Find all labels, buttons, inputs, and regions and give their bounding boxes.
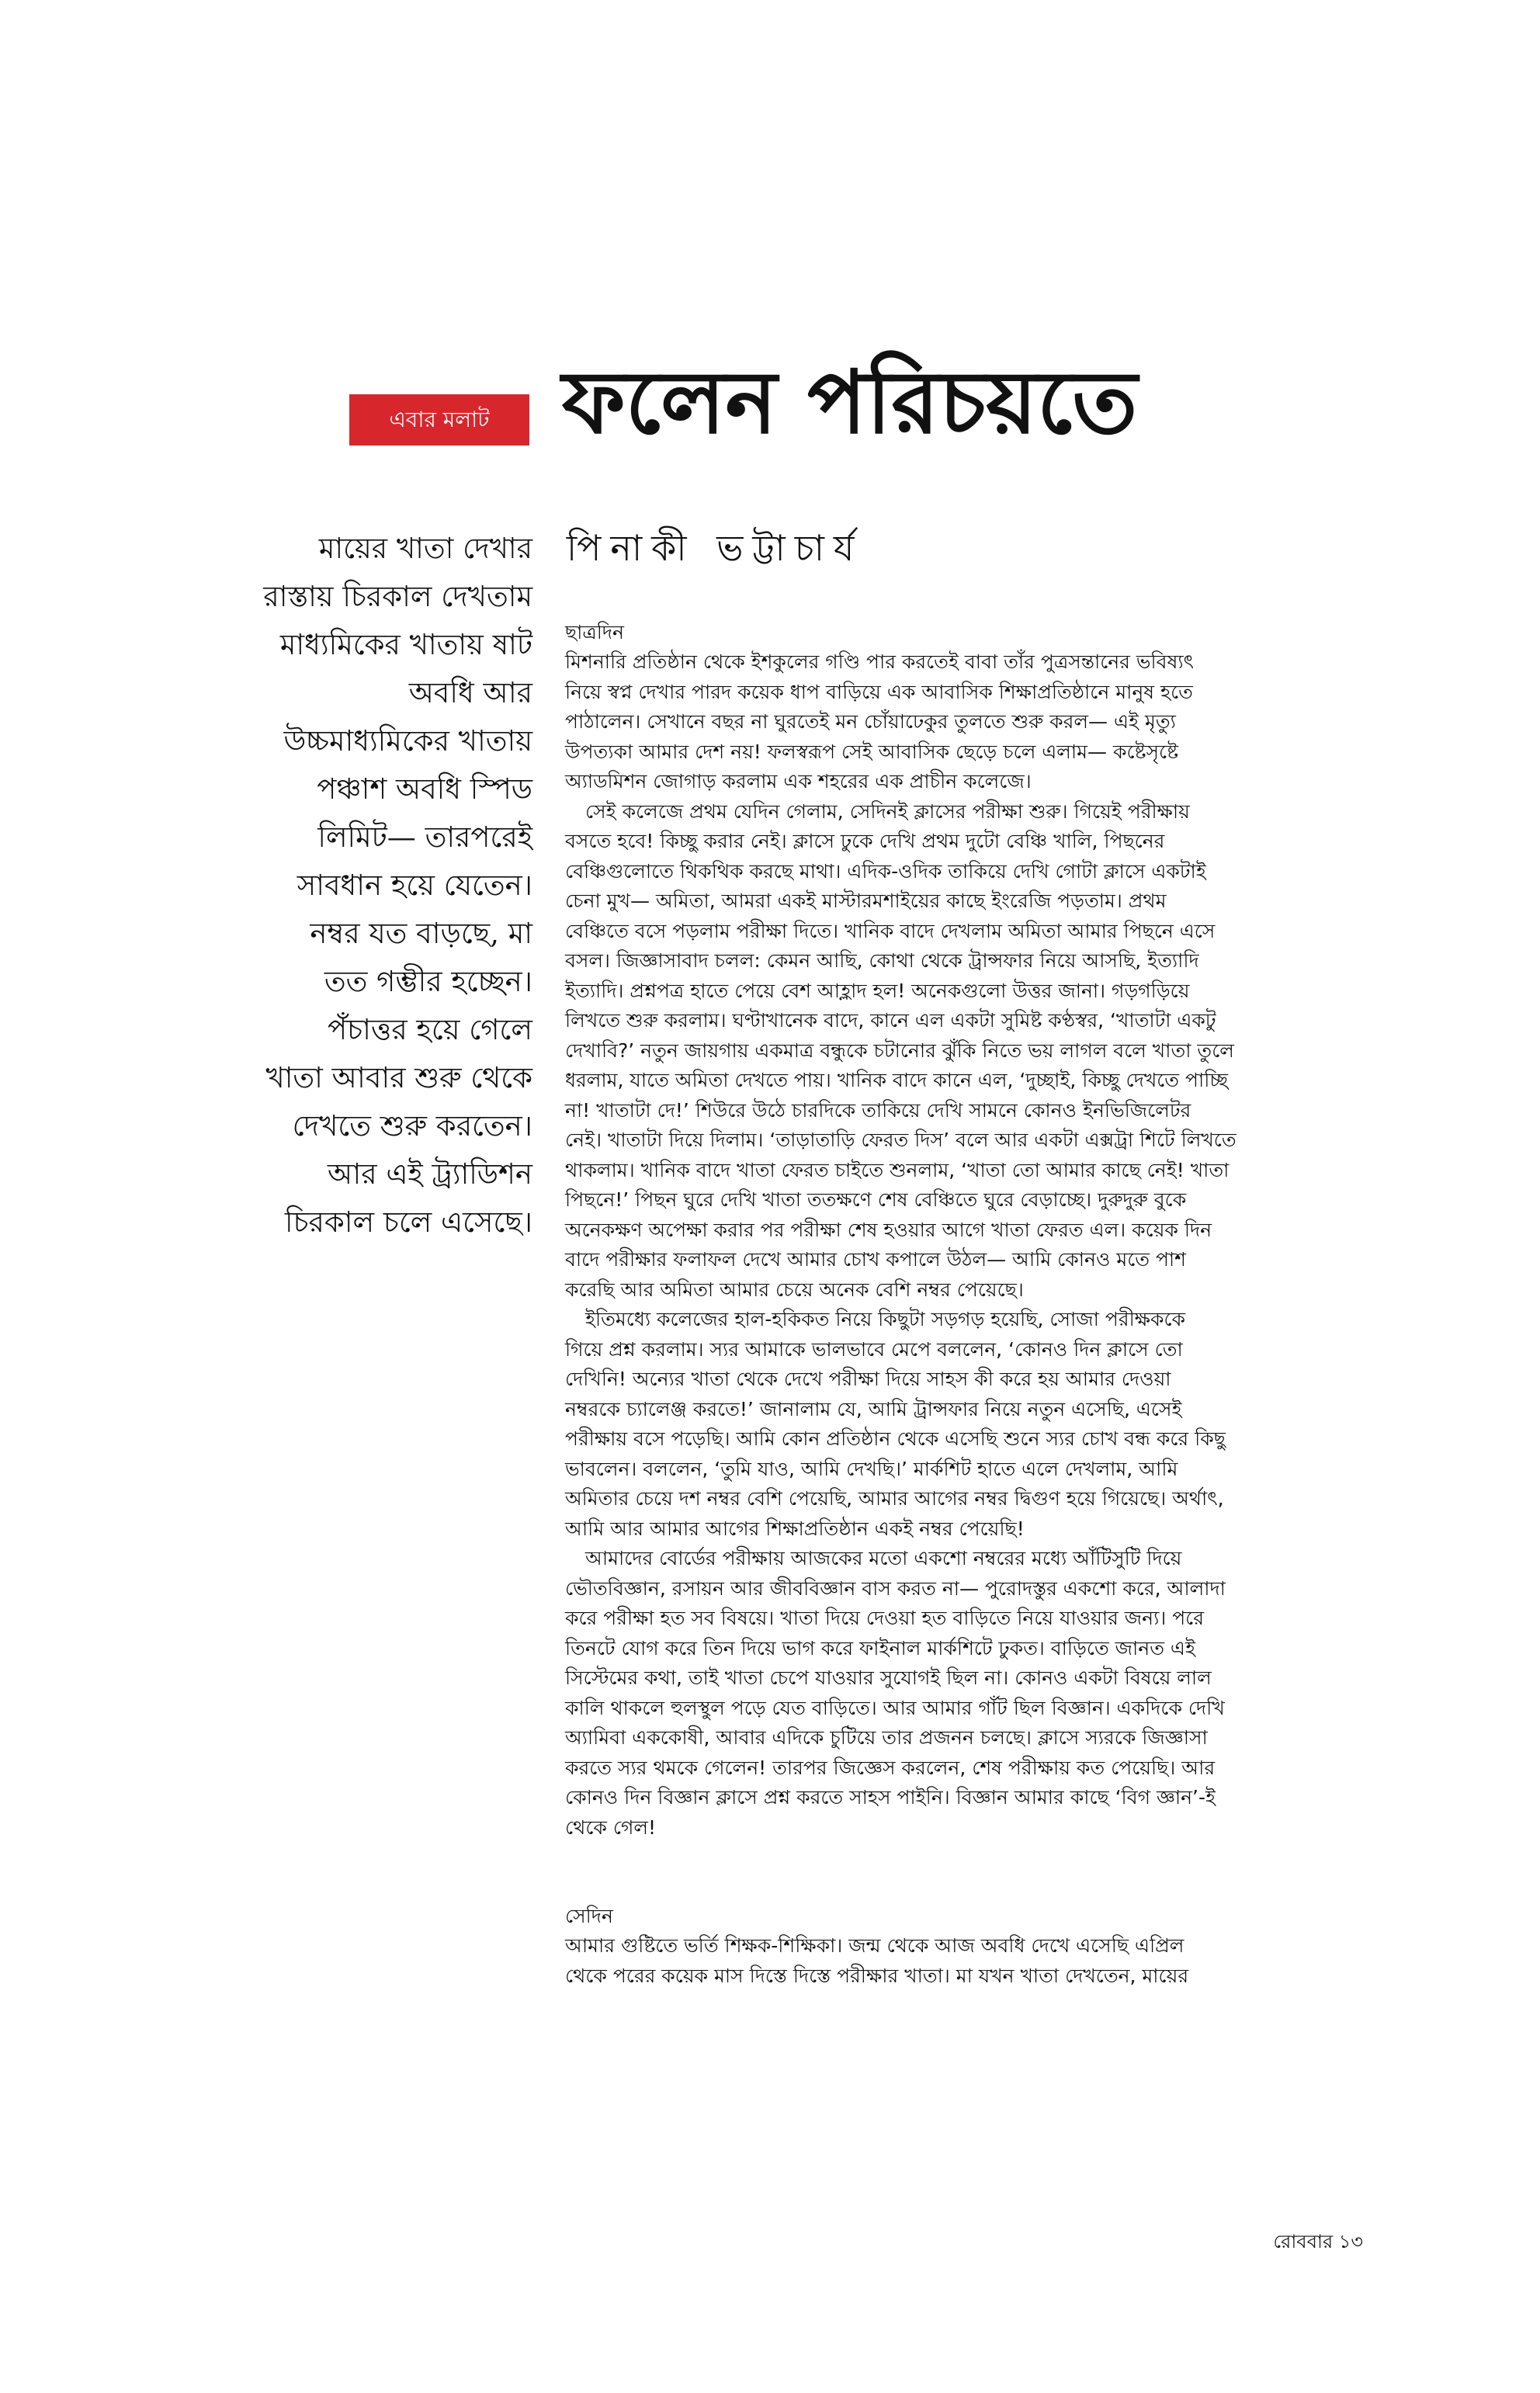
paragraph [565,797,1388,1306]
text-line: দেখিনি! অন্যের খাতা থেকে দেখে পরীক্ষা দিয়ে সাহস কী করে হয় আমার দেওয়া [565,1368,1171,1390]
text-line: থেকে গেল! [565,1816,656,1839]
pull-quote-line: অবধি আর [408,676,532,709]
pull-quote-line: মায়ের খাতা দেখার [318,532,532,565]
pull-quote-line: খাতা আবার শুরু থেকে [265,1061,532,1094]
text-line: বাদে পরীক্ষার ফলাফল দেখে আমার চোখ কপালে উঠল— আমি কোনও মতে পাশ [565,1248,1186,1271]
text-line: আমাদের বোর্ডের পরীক্ষায় আজকের মতো একশো নম্বরের মধ্যে আঁটিসুটি দিয়ে [585,1547,1182,1569]
text-line: পরীক্ষায় বসে পড়েছি। আমি কোন প্রতিষ্ঠান থেকে এসেছি শুনে স্যর চোখ বন্ধ করে কিছু [565,1427,1226,1450]
text-line: ধরলাম, যাতে অমিতা দেখতে পায়। খানিক বাদে কানে এল, ‘দুচ্ছাই, কিচ্ছু দেখতে পাচ্ছি [565,1069,1229,1091]
pull-quote-line: তত গম্ভীর হচ্ছেন। [324,965,532,998]
text-line: পাঠালেন। সেখানে বছর না ঘুরতেই মন চোঁয়াঢেকুর তুলতে শুরু করল— এই মৃত্যু [565,710,1176,733]
page-folio: রোববার ১৩ [1273,2231,1363,2253]
pull-quote [109,525,532,1247]
text-line: না! খাতাটা দে!’ শিউরে উঠে চারদিকে তাকিয়ে দেখি সামনে কোনও ইনভিজিলেটর [565,1098,1191,1122]
text-line: অনেকক্ষণ অপেক্ষা করার পর পরীক্ষা শেষ হওয়ার আগে খাতা ফেরত এল। কয়েক দিন [565,1218,1212,1241]
text-line: নম্বরকে চ্যালেঞ্জ করতে!’ জানালাম যে, আমি ট্রান্সফার নিয়ে নতুন এসেছি, এসেই [565,1397,1182,1420]
paragraph [565,647,1388,797]
pull-quote-line: রাস্তায় চিরকাল দেখতাম [263,580,532,613]
pull-quote-line: পঞ্চাশ অবধি স্পিড [317,772,532,806]
pull-quote-line: সাবধান হয়ে যেতেন। [297,869,532,902]
text-line: সিস্টেমের কথা, তাই খাতা চেপে যাওয়ার সুযোগই ছিল না। কোনও একটা বিষয়ে লাল [565,1666,1212,1689]
text-line: বেঞ্চিতে বসে পড়লাম পরীক্ষা দিতে। খানিক বাদে দেখলাম অমিতা আমার পিছনে এসে [565,919,1216,942]
section-subhead: সেদিন [565,1905,613,1927]
text-line: করতে স্যর থমকে গেলেন! তারপর জিজ্ঞেস করলেন, শেষ পরীক্ষায় কত পেয়েছি। আর [565,1756,1216,1779]
text-line: মিশনারি প্রতিষ্ঠান থেকে ইশকুলের গণ্ডি পার করতেই বাবা তাঁর পুত্রসন্তানের ভবিষ্যৎ [565,650,1194,673]
text-line: ভৌতবিজ্ঞান, রসায়ন আর জীববিজ্ঞান বাস করত না— পুরোদস্তুর একশো করে, আলাদা [565,1576,1226,1600]
pull-quote-line: লিমিট— তারপরেই [317,820,532,854]
text-line: ইত্যাদি। প্রশ্নপত্র হাতে পেয়ে বেশ আহ্লাদ হল! অনেকগুলো উত্তর জানা। গড়গড়িয়ে [565,979,1190,1002]
text-line: বসল। জিজ্ঞাসাবাদ চলল: কেমন আছি, কোথা থেকে ট্রান্সফার নিয়ে আসছি, ইত্যাদি [565,949,1199,972]
paragraph [565,1305,1388,1544]
text-line: অ্যামিবা এককোষী, আবার এদিকে চুটিয়ে তার প্রজনন চলছে। ক্লাসে স্যরকে জিজ্ঞাসা [565,1726,1208,1749]
text-line: থাকলাম। খানিক বাদে খাতা ফেরত চাইতে শুনলাম, ‘খাতা তো আমার কাছে নেই! খাতা [565,1158,1230,1181]
paragraph [565,1544,1388,1843]
text-line: গিয়ে প্রশ্ন করলাম। স্যর আমাকে ভালভাবে মেপে বললেন, ‘কোনও দিন ক্লাসে তো [565,1337,1183,1361]
text-line: লিখতে শুরু করলাম। ঘণ্টাখানেক বাদে, কানে এল একটা সুমিষ্ট কণ্ঠস্বর, ‘খাতাটা একটু [565,1009,1216,1032]
author-byline: পিনাকী ভট্টাচার্য [567,527,864,569]
text-line: অমিতার চেয়ে দশ নম্বর বেশি পেয়েছি, আমার আগের নম্বর দ্বিগুণ হয়ে গিয়েছে। অর্থাৎ, [565,1487,1224,1510]
text-line: সেই কলেজে প্রথম যেদিন গেলাম, সেদিনই ক্লাসের পরীক্ষা শুরু। গিয়েই পরীক্ষায় [585,799,1190,823]
text-line: চেনা মুখ— অমিতা, আমরা একই মাস্টারমশাইয়ের কাছে ইংরেজি পড়তাম। প্রথম [565,890,1167,912]
text-line: থেকে পরের কয়েক মাস দিস্তে দিস্তে পরীক্ষার খাতা। মা যখন খাতা দেখতেন, মায়ের [565,1964,1189,1987]
pull-quote-line: দেখতে শুরু করতেন। [292,1109,532,1143]
text-line: আমি আর আমার আগের শিক্ষাপ্রতিষ্ঠান একই নম্বর পেয়েছি! [565,1517,1025,1540]
text-line: নিয়ে স্বপ্ন দেখার পারদ কয়েক ধাপ বাড়িয়ে এক আবাসিক শিক্ষাপ্রতিষ্ঠানে মানুষ হতে [565,680,1193,703]
text-line: দেখাবি?’ নতুন জায়গায় একমাত্র বন্ধুকে চটানোর ঝুঁকি নিতে ভয় লাগল বলে খাতা তুলে [565,1039,1234,1062]
text-line: ভাবলেন। বললেন, ‘তুমি যাও, আমি দেখছি।’ মার্কশিট হাতে এলে দেখলাম, আমি [565,1457,1178,1480]
article-body [565,618,1388,1991]
text-line: কোনও দিন বিজ্ঞান ক্লাসে প্রশ্ন করতে সাহস পাইনি। বিজ্ঞান আমার কাছে ‘বিগ জ্ঞান’-ই [565,1786,1216,1809]
article-title: ফলেন পরিচয়তে [562,352,1138,453]
pull-quote-line: নম্বর যত বাড়ছে, মা [310,917,532,950]
pull-quote-line: চিরকাল চলে এসেছে। [285,1205,532,1239]
text-line: বেঞ্চিগুলোতে থিকথিক করছে মাথা। এদিক-ওদিক তাকিয়ে দেখি গোটা ক্লাসে একটাই [565,859,1206,883]
text-line: নেই। খাতাটা দিয়ে দিলাম। ‘তাড়াতাড়ি ফেরত দিস’ বলে আর একটা এক্সট্রা শিটে লিখতে [565,1129,1237,1151]
text-line: আমার গুষ্টিতে ভর্তি শিক্ষক-শিক্ষিকা। জন্ম থেকে আজ অবধি দেখে এসেছি এপ্রিল [565,1934,1184,1957]
pull-quote-line: পঁচাত্তর হয়ে গেলে [328,1013,532,1046]
text-line: করে পরীক্ষা হত সব বিষয়ে। খাতা দিয়ে দেওয়া হত বাড়িতে নিয়ে যাওয়ার জন্য। পরে [565,1607,1204,1629]
text-line: বসতে হবে! কিচ্ছু করার নেই। ক্লাসে ঢুকে দেখি প্রথম দুটো বেঞ্চি খালি, পিছনের [565,830,1165,852]
text-line: কালি থাকলে হুলস্থুল পড়ে যেত বাড়িতে। আর আমার গাঁট ছিল বিজ্ঞান। একদিকে দেখি [565,1696,1225,1719]
section-gap [565,1843,1388,1902]
section-tag: এবার মলাট [349,394,529,446]
paragraph [565,1931,1388,1991]
text-line: পিছনে!’ পিছন ঘুরে দেখি খাতা ততক্ষণে শেষ বেঞ্চিতে ঘুরে বেড়াচ্ছে। দুরুদুরু বুকে [565,1188,1187,1211]
pull-quote-line: মাধ্যমিকের খাতায় ষাট [279,628,532,661]
text-line: তিনটে যোগ করে তিন দিয়ে ভাগ করে ফাইনাল মার্কশিটে ঢুকত। বাড়িতে জানত এই [565,1636,1195,1659]
text-line: উপত্যকা আমার দেশ নয়! ফলস্বরূপ সেই আবাসিক ছেড়ে চলে এলাম— কষ্টেসৃষ্টে [565,740,1179,763]
pull-quote-line: উচ্চমাধ্যমিকের খাতায় [283,724,532,758]
pull-quote-line: আর এই ট্র্যাডিশন [328,1157,532,1191]
text-line: করেছি আর অমিতা আমার চেয়ে অনেক বেশি নম্বর পেয়েছে। [565,1278,1024,1301]
text-line: অ্যাডমিশন জোগাড় করলাম এক শহরের এক প্রাচীন কলেজে। [565,770,1032,792]
section-subhead: ছাত্রদিন [565,621,624,643]
text-line: ইতিমধ্যে কলেজের হাল-হকিকত নিয়ে কিছুটা সড়গড় হয়েছি, সোজা পরীক্ষককে [585,1308,1186,1330]
